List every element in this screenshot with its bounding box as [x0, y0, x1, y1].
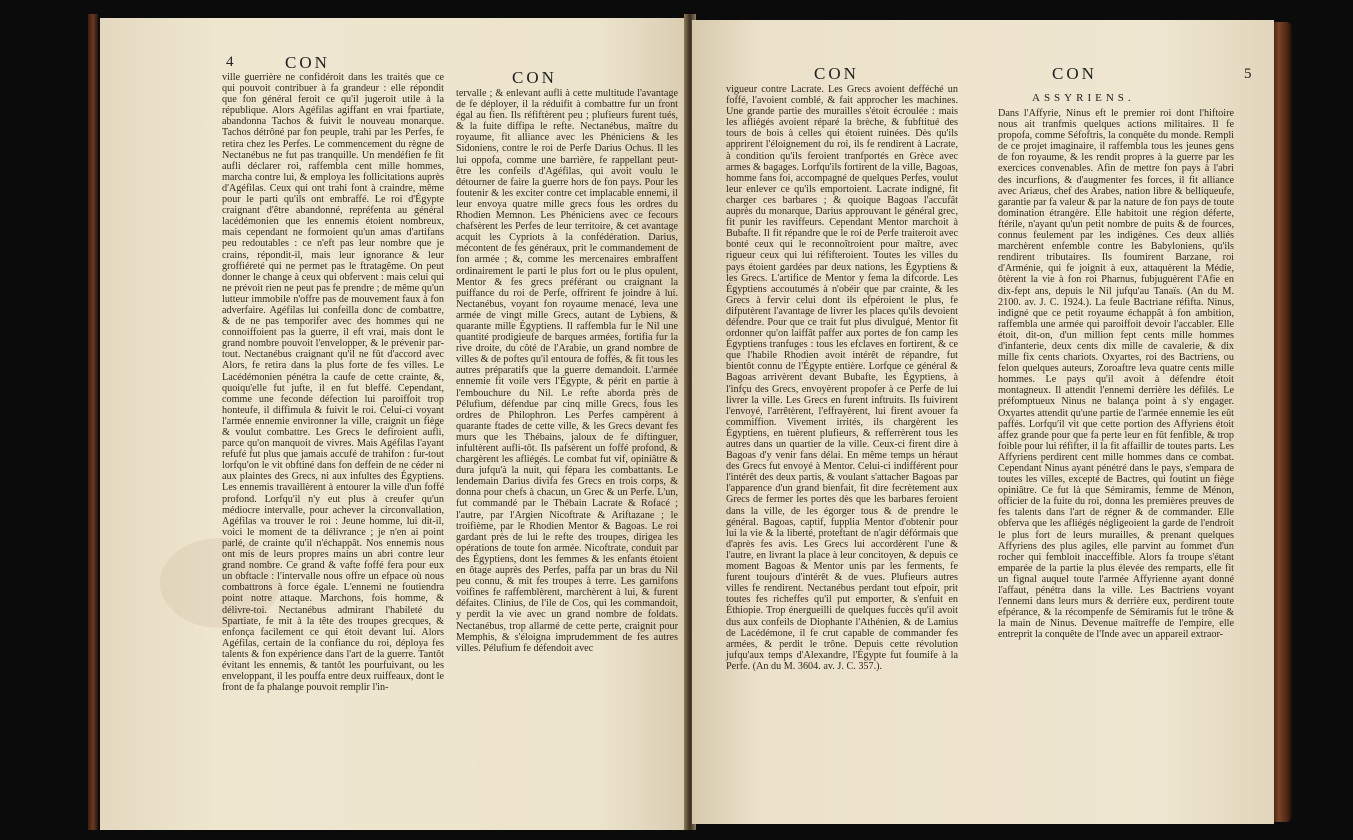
left-page	[100, 18, 686, 830]
text-column: Dans l'Affyrie, Ninus eft le premier roi dont l'hiftoire nous ait tranfmis quelques actions militaires. Il fe propofa, comme Séfoftris, la conquête du monde. Rempli de ce projet imaginaire, il raffembla tous les jeunes gens de fon royaume, & les rendit propres à la guerre par les exercices convenables. Afin de mettre fon pays à l'abri des incurfions, & d'augmenter fes forces, il fit alliance avec Ariæus, chef des Arabes, nation libre & belliqueufe, garantie par fa valeur & par la nature de fon pays de toute domination étrangère. Elle habitoit une région déferte, ftérile, n'ayant qu'un petit nombre de puits & de fources, connus feulement par les indigènes. Ces deux alliés marchèrent enfemble contre les Babyloniens, qu'ils rendirent tributaires. Ils foumirent Barzane, roi d'Arménie, qui fe joignit à eux, attaquèrent la Médie, ôtèrent la vie à fon roi Pharnus, fubjuguèrent l'Afie en dix-fept ans, depuis le Nil jufqu'au Tanaïs. (An du M. 2100. av. J. C. 1924.). La feule Bactriane réfifta. Ninus, indigné que ce petit royaume échappât à fon ambition, raffembla une armée qui paroiffoit devoir l'accabler. Elle étoit, dit-on, d'un million fept cents mille hommes d'infanterie, deux cents dix mille de cavalerie, & dix mille fix cents chariots. Oxyartes, roi des Bactriens, ou felon quelques auteurs, Zoroaftre leva quatre cents mille hommes. Le pays qu'il avoit à défendre étoit montagneux. Il attendit l'ennemi derrière les défilés. Le préfomptueux Ninus ne balança point à s'y engager. Oxyartes attendit qu'une partie de l'armée ennemie les eût paffés. Lorfqu'il vit que cette portion des Affyriens étoit affez grande pour que fa perte leur en fût fenfible, & trop foible pour lui réfifter, il la fit affaillir de toutes parts. Les Affyriens perdirent cent mille hommes dans ce combat. Cependant Ninus ayant pénétré dans le pays, s'empara de toutes les villes, excepté de Bactres, qui foutint un fiège opiniâtre. Ce fut là que Sémiramis, femme de Ménon, officier de la fuite du roi, donna les premières preuves de fes talents dans l'art de régner & de commander. Elle obferva que les afliégés négligeoient la garde de l'endroit le plus fort de leurs murailles, & prenant quelques Affyriens des plus agiles, elle parvint au fommet d'un rocher qui fembloit inacceffible. Alors fa troupe s'étant emparée de la partie la plus élevée des remparts, elle fit un fignal auquel toute l'armée Affyrienne ayant donné l'affaut, pénétra dans la ville. Les Bactriens voyant l'ennemi dans leurs murs & derrière eux, perdirent toute efpérance, & la récompenfe de Sémiramis fut le trône & la main de Ninus. Devenue maîtreffe de l'empire, elle entreprit la conquête de l'Inde avec un appareil extraor-	[998, 108, 1234, 641]
running-header: CON	[814, 64, 859, 83]
text-column: ville guerrière ne confidéroit dans les traités que ce qui pouvoit contribuer à fa grandeur : elle répondit que fon général feroit ce qu'il jugeroit utile à la république. Alors Agéfilas agiffant en vrai fpartiate, abandonna Tachos & fuivit le nouveau monarque. Tachos détrôné par fon peuple, trahi par les Perfes, fe retira chez les Perfes. Le commencement du règne de Nectanébus ne fut pas tranquille. Un mendéfien fe fit aufli déclarer roi, raffembla cent mille hommes, marcha contre lui, & employa les follicitations auprès d'Agéfilas. Ceux qui ont trahi font à craindre, même pour le parti qu'ils ont embraffé. Le roi d'Égypte craignant d'être abandonné, repréfenta au général lacédémonien que les ennemis étoient nombreux, mais cependant ne formoient qu'un amas d'artifans peu redoutables : ce n'eft pas leur nombre que je crains, répondit-il, mais leur ignorance & leur groffiéreté qui ne permet pas le ftratagême. On peut donner le change à ceux qui obfervent : mais celui qui ne prévoit rien ne peut pas fe prendre ; de même qu'un lutteur immobile n'offre pas de mouvement faux à fon adverfaire. Agéfilas lui confeilla donc de combattre, & de ne pas temporifer avec des hommes qui ne connoiffoient pas la guerre, il eft vrai, mais dont le grand nombre pouvoit l'envelopper, & le prévenir par-tout. Nectanébus craignant qu'il ne fût d'accord avec Alors, fe retira dans la plus forte de fes villes. Le Lacédémonien pénétra la caufe de cette crainte, &, quoiqu'elle fut jufte, il en fut bleffé. Cependant, comme une feconde défection lui paroiffoit trop honteufe, il diffimula & fuivit le roi. Celui-ci voyant l'armée ennemie environner la ville, craignit un fiège & voulut combattre. Les Grecs le defiroient aufli, parce qu'on manquoit de vivres. Mais Agéfilas l'ayant refufé fut plus que jamais accufé de trahifon : fur-tout lorfqu'on le vit obftiné dans fon deffein de ne céder ni aux plaintes des Grecs, ni aux infultes des Égyptiens. Les ennemis travaillèrent à entourer la ville d'un foffé profond. Lorfqu'il n'y eut plus à creufer qu'un médiocre intervalle, pour achever la circonvallation, Agéfilas va trouver le roi : Jeune homme, lui dit-il, voici le moment de ta délivrance ; je n'en ai point parlé, de crainte qu'il n'échappât. Nos ennemis nous ont mis de leurs propres mains un abri contre leur grand nombre. Ce grand & vafte foffé fera pour eux un obftacle : l'intervalle nous offre un efpace où nous combattrons à force égale. L'ennemi ne foutiendra point notre attaque. Marchons, fois homme, & délivre-toi. Nectanébus admirant l'habileté du Spartiate, fe mit à la tête des troupes grecques, & enfonça facilement ce qui étoit devant lui. Alors Agéfilas, certain de la confiance du roi, déploya fes talents & fon expérience dans l'art de la guerre. Tantôt évitant les ennemis, & tantôt les pourfuivant, ou les enveloppant, il les pouffa entre deux ruiffeaux, dont le front de fa phalange pouvoit remplir l'in-	[222, 72, 444, 694]
left-cover-edge	[88, 14, 98, 830]
page-number: 4	[226, 54, 234, 70]
page-number: 5	[1244, 66, 1252, 82]
right-page	[692, 20, 1274, 824]
text-column: tervalle ; & enlevant aufli à cette multitude l'avantage de fe déployer, il la réduifit à combattre fur un front égal au fien. Ils réfiftèrent peu ; plufieurs furent tués, & la fuite diffipa le refte. Nectanébus, maître du royaume, fit alliance avec les Phéniciens & les Sidoniens, contre le roi de Perfe Darius Ochus. Il les lui oppofa, comme une barrière, fe rappellant peut-être les confeils d'Agéfilas, qui avoit voulu le détourner de faire la guerre hors de fon pays. Pour les foutenir & les exciter contre cet implacable ennemi, il leur envoya quatre mille grecs fous les ordres du Rhodien Memnon. Les Phéniciens avec ce fecours chafsèrent les Perfes de leur territoire, & cet avantage acquit les Cypriots à la confédération. Darius, mécontent de fes généraux, prit le commandement de fon armée ; &, comme les mercenaires embraffent ordinairement le parti le plus fort ou le plus opulent, Mentor & fes grecs préférant ou craignant la puiffance du roi de Perfe, offrirent fe joindre à lui. Nectanébus, voyant fon royaume menacé, leva une armée de vingt mille Grecs, autant de Lybiens, & quarante mille Égyptiens. Il raffembla fur le Nil une quantité prodigieufe de barques armées, fortifia fur la rive droite, du côté de l'Arabie, un grand nombre de villes & de poftes qu'il entoura de foffés, & fit tous les autres préparatifs que la guerre demandoit. L'armée ennemie fit voile vers l'Égypte, & périt en partie à l'embouchure du Nil. Le refte aborda près de Pélufium, défendue par cinq mille Grecs, fous les ordres de Philophron. Les Perfes campèrent à quarante ftades de cette ville, & les Grecs devant fes murs que les Thébains, jaloux de fe diftinguer, infultèrent aufli-tôt. Ils pafsèrent un foffé profond, & chargèrent les afliégés. Le combat fut vif, opiniâtre & dura jufqu'à la nuit, qui fépara les combattants. Le lendemain Darius divifa fes Grecs en trois corps, & donna pour chefs à chacun, un Grec & un Perfe. L'un, fut commandé par le Thébain Lacrate & Rofacé ; l'autre, par l'Argien Nicoftrate & Ariftazane ; le troifième, par le Rhodien Mentor & Bagoas. Le roi gardant près de lui le refte des troupes, dirigea les opérations de toute fon armée. Nicoftrate, conduit par des Égyptiens, dont les femmes & les enfants étoient en ôtage auprès des Perfes, paffa par un bras du Nil peu connu, & mit fes troupes à terre. Les garnifons voifines fe raffemblèrent, marchèrent à lui, & furent défaites. Clinius, de l'ile de Cos, qui les commandoit, y perdit la vie avec un grand nombre de foldats. Nectanébus, trop allarmé de cette perte, craignit pour Memphis, & s'éloigna imprudemment de fes autres villes. Pélufium fe défendoit avec	[456, 88, 678, 654]
running-header: CON	[512, 68, 557, 87]
running-header: CON	[285, 53, 330, 72]
section-title: ASSYRIENS.	[1032, 92, 1135, 104]
running-header: CON	[1052, 64, 1097, 83]
text-column: vigueur contre Lacrate. Les Grecs avoient defféché un foffé, l'avoient comblé, & fait approcher les machines. Une grande partie des murailles s'étoit écroulée : mais les afliégés avoient réparé la brèche, & fubftitué des tours de bois à celles qui étoient ruinées. Dès qu'ils apprirent l'éloignement du roi, ils fe rendirent à Lacrate, à condition qu'ils feroient tranfportés en Grèce avec armes & bagages. Lorfqu'ils fortirent de la ville, Bagoas, homme fans foi, accompagné de quelques Perfes, voulut leur enlever ce qu'ils emportoient. Lacrate indigné, fit charger ces barbares ; & quoique Bagoas l'accufât auprès du monarque, Darius approuvant le général grec, fit punir les raviffeurs. Cependant Mentor marchoit à Bubafte. Il fit répandre que le roi de Perfe traiteroit avec bonté ceux qui le reconnoîtroient pour maître, avec rigueur ceux qui lui réfifteroient. Toutes les villes du pays étoient gardées par deux nations, les Égyptiens & les Grecs. L'artifice de Mentor y fema la difcorde. Les Égyptiens accoutumés à n'obéir que par crainte, & les Grecs à fervir celui dont ils efpéroient le plus, fe difputèrent l'avantage de livrer les places qu'ils devoient défendre. Pour que ce trait fut plus divulgué, Mentor fit ordonner qu'on laiffât paffer aux portes de fon camp les Égyptiens tranfuges : tous les efclaves en fortirent, & ce que l'habile Rhodien avoit intérêt de répandre, fut bientôt connu de l'Égypte entière. Lorfque ce général & Bagoas arrivèrent devant Bubafte, les Égyptiens, à l'infçu des Grecs, envoyèrent propofer à ce Perfe de lui livrer la ville. Les Grecs en furent inftruits. Ils fuivirent l'envoyé, l'arrêtèrent, l'effrayèrent, lui firent avouer fa commiffion. Vivement irrités, ils chargèrent les Égyptiens, en tuèrent plufieurs, & refferrèrent tous les autres dans un quartier de la ville. Ceux-ci firent dire à Bagoas d'y venir fans délai. En même temps un héraut des Grecs fut envoyé à Mentor. Celui-ci indifférent pour l'intérêt des deux partis, & voulant s'attacher Bagoas par l'apparence d'un grand bienfait, fit dire fecrètement aux Grecs de fermer les portes dès que les barbares feroient dans la ville, de les égorger tous & de prendre le général. Bagoas, captif, fupplia Mentor d'obtenir pour lui la vie & la liberté, proteftant de n'agir défórmais que d'après fes avis. Les Grecs lui accordèrent l'une & l'autre, en livrant la place à leur concitoyen, & depuis ce moment Bagoas & Mentor unis par les ferments, fe furent toujours d'intérêt & de vues. Plufieurs autres villes fe rendirent. Nectanébus perdant tout efpoir, prit toutes fes richeffes qu'il put emporter, & s'enfuit en Éthiopie. Trop énergueilli de quelques fuccès qu'il avoit dus aux confeils de Diophante l'Athénien, & de Lamius de Lacédémone, il fe crut capable de commander fes armées, & perdit le trône. Depuis cette révolution jufqu'aux temps d'Alexandre, l'Égypte fut foumife à la Perfe. (An du M. 3604. av. J. C. 357.).	[726, 84, 958, 672]
